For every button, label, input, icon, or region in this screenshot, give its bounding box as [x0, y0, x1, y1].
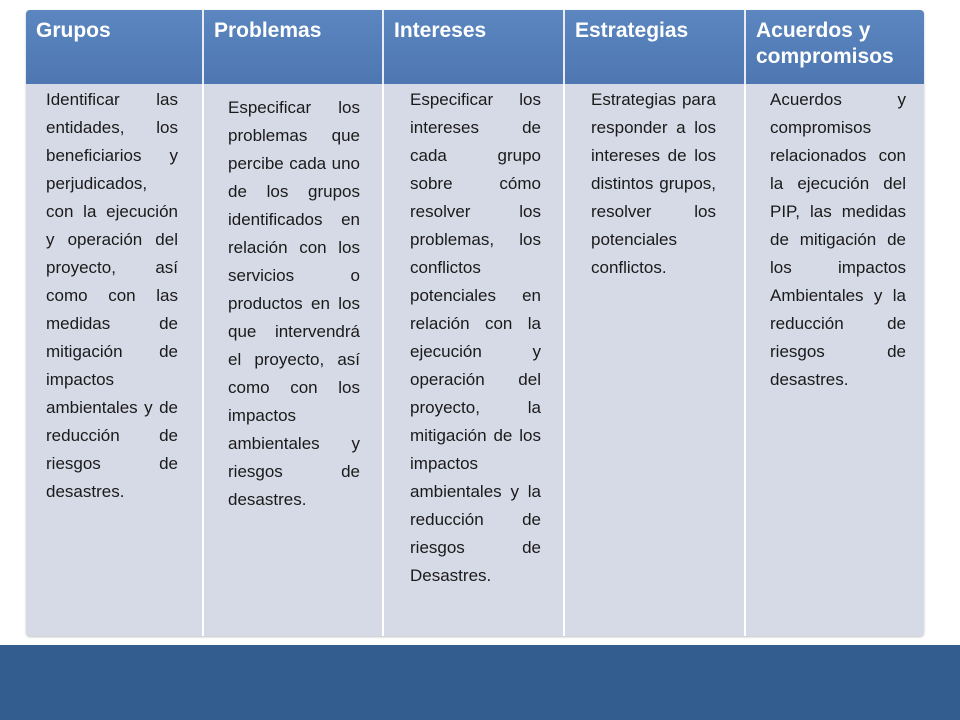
cell-intereses-text: Especificar los intereses de cada grupo sobre cómo resolver los problemas, los conflictos potenciales en relación con la ejecución y operación del proyecto, la mitigación de los impactos ambientales y la reducción de riesgos de Desastres. [410, 90, 541, 585]
header-problemas: Problemas [204, 10, 384, 84]
header-intereses: Intereses [384, 10, 565, 84]
cell-estrategias [565, 84, 746, 636]
footer-bar [0, 645, 960, 720]
table-body-row [26, 84, 924, 636]
cell-acuerdos-text: Acuerdos y compromisos relacionados con la ejecución del PIP, las medidas de mitigación de los impactos Ambientales y la reducción de riesgos de desastres. [770, 90, 906, 389]
cell-problemas [204, 84, 384, 636]
cell-acuerdos [746, 84, 924, 636]
table-header-row [26, 10, 924, 84]
header-grupos: Grupos [26, 10, 204, 84]
cell-estrategias-text: Estrategias para responder a los intereses de los distintos grupos, resolver los potenciales conflictos. [591, 90, 716, 277]
cell-intereses [384, 84, 565, 636]
header-estrategias: Estrategias [565, 10, 746, 84]
header-acuerdos: Acuerdos y compromisos [756, 19, 894, 68]
cell-grupos [26, 84, 204, 636]
stakeholder-table [26, 10, 924, 636]
cell-problemas-text: Especificar los problemas que percibe cada uno de los grupos identificados en relación con los servicios o productos en los que intervendrá el proyecto, así como con los impactos ambientales y riesgos de desastres. [228, 98, 360, 509]
cell-grupos-text: Identificar las entidades, los beneficiarios y perjudicados, con la ejecución y operación del proyecto, así como con las medidas de mitigación de impactos ambientales y de reducción de riesgos de desastres. [46, 90, 178, 501]
